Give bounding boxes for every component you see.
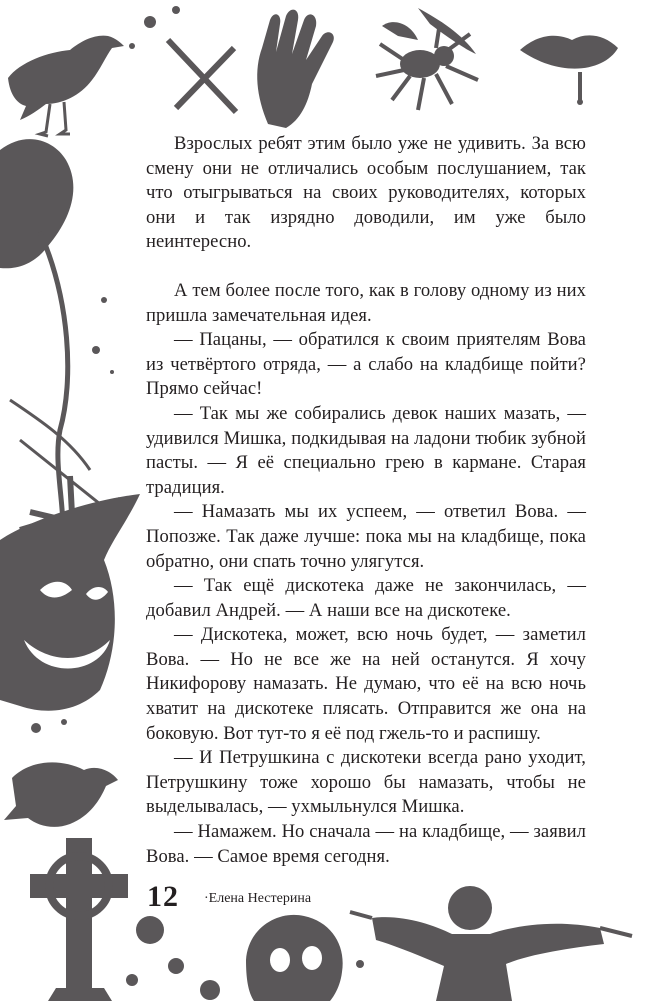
celtic-cross-icon (30, 838, 128, 1001)
spider-icon (376, 22, 478, 110)
lips-icon (520, 35, 618, 105)
paragraph-gap (146, 255, 586, 279)
paragraph: — Дискотека, может, всю ночь будет, — заметил Вова. — Но не все же на ней останутся. Я хочу Никифорову намазать. Не думаю, что её на всю ночь хватит на дискотеке плясать. Отправится же она на боковую. Вот тут-то я её под гжель-то и распишу. (146, 624, 586, 744)
scarecrow-icon (350, 886, 632, 1001)
paragraph: А тем более после того, как в голову одному из них пришла замечательная идея. (146, 279, 586, 326)
page-number: 12 (147, 880, 179, 913)
hand-icon (257, 10, 334, 128)
crow-icon (8, 36, 124, 136)
paragraph: — Пацаны, — обратился к своим приятелям Вова из четвёртого отряда, — а слабо на кладбище пойти? Прямо сейчас! (146, 329, 586, 400)
paragraph: Взрослых ребят этим было уже не удивить. За всю смену они не отличались особым послушанием, так что отыгрываться на своих руководителях, которых они и так изрядно доводили, им уже было неинтересно. (146, 133, 586, 253)
paragraph: — Так мы же собирались девок наших мазать, — удивился Мишка, подкидывая на ладони тюбик зубной пасты. — Я её специально грею в кармане. Старая традиция. (146, 402, 586, 498)
paragraph: — Намажем. Но сначала — на кладбище, — заявил Вова. — Самое время сегодня. (146, 821, 586, 867)
paragraph: — Так ещё дискотека даже не закончилась, — добавил Андрей. — А наши все на дискотеке. (146, 575, 586, 621)
crow-icon (4, 762, 118, 826)
skull-icon (246, 915, 343, 1001)
skull-mask-icon (0, 494, 140, 733)
story-text (146, 132, 586, 869)
paragraph: — И Петрушкина с дискотеки всегда рано уходит, Петрушкину тоже хорошо бы намазать, чтобы не выделывалась, — ухмыльнулся Мишка. (146, 747, 586, 818)
running-footer-author: ·Елена Нестерина (204, 891, 312, 906)
paragraph: — Намазать мы их успеем, — ответил Вова. — Попозже. Так даже лучше: пока мы на кладбище, пока обратно, они спать точно улягутся. (146, 501, 586, 572)
